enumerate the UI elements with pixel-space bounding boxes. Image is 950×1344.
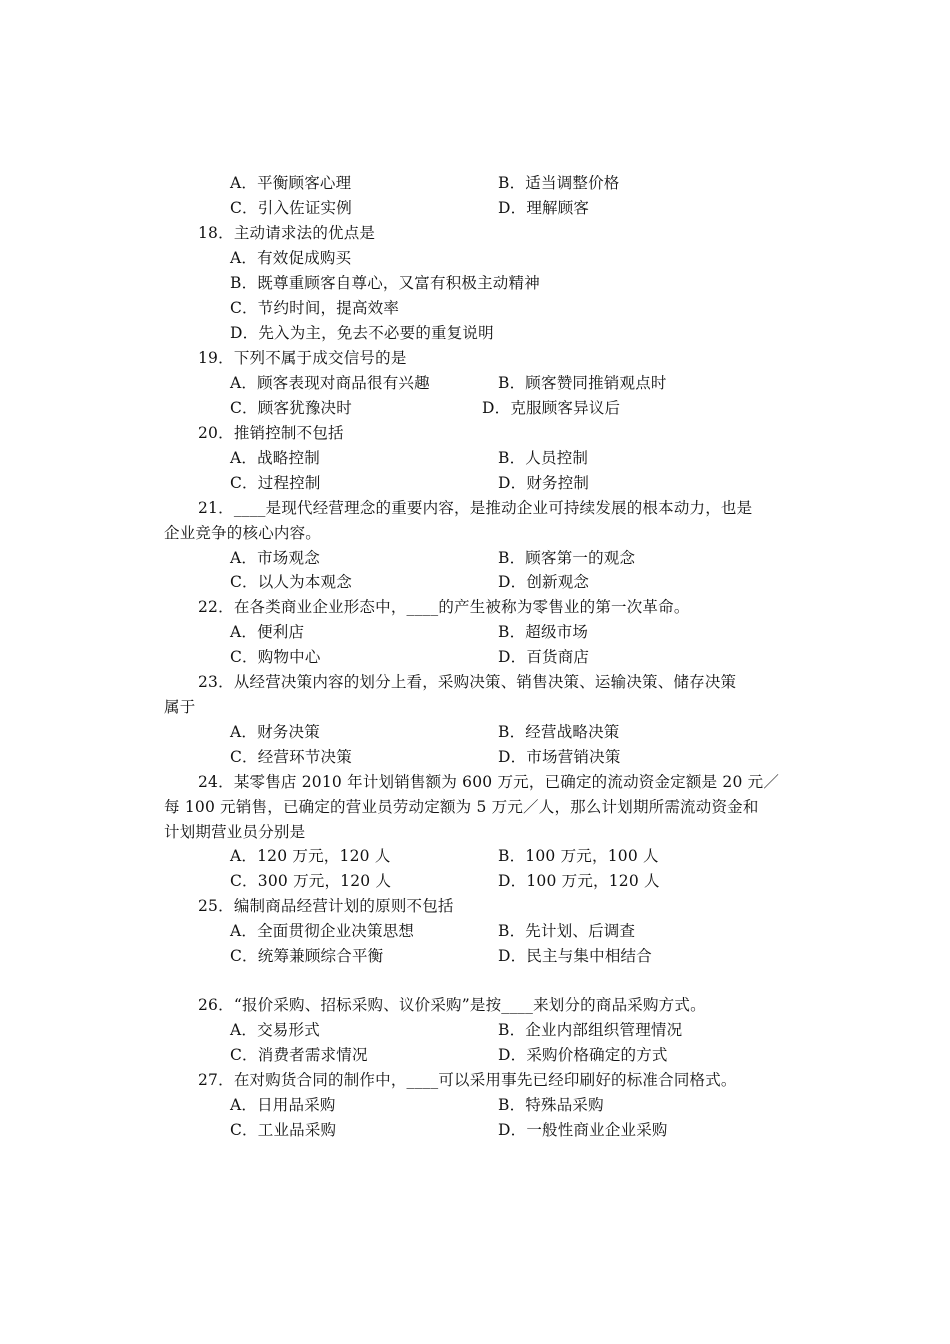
q24-stem-line3: 计划期营业员分别是	[164, 823, 306, 841]
q21-option-a: A．市场观念	[230, 549, 320, 567]
q26-option-c: C．消费者需求情况	[230, 1046, 368, 1064]
q27-option-d: D．一般性商业企业采购	[498, 1121, 668, 1139]
q21-option-b: B．顾客第一的观念	[498, 549, 636, 567]
q22-option-b: B．超级市场	[498, 623, 589, 641]
q25-option-a: A．全面贯彻企业决策思想	[230, 922, 415, 940]
q23-option-d: D．市场营销决策	[498, 748, 621, 766]
q18-option-d: D．先入为主，免去不必要的重复说明	[230, 324, 494, 342]
q18-option-a: A．有效促成购买	[230, 249, 352, 267]
q24-stem-line2: 每 100 元销售，已确定的营业员劳动定额为 5 万元／人，那么计划期所需流动资金和	[164, 798, 759, 816]
q27-option-c: C．工业品采购	[230, 1121, 337, 1139]
q24-option-c: C．300 万元，120 人	[230, 872, 392, 890]
q23-stem-line2: 属于	[164, 698, 196, 716]
q23-stem-line1: 23．从经营决策内容的划分上看，采购决策、销售决策、运输决策、储存决策	[198, 673, 737, 691]
q17-option-c: C．引入佐证实例	[230, 199, 352, 217]
q19-option-a: A．顾客表现对商品很有兴趣	[230, 374, 430, 392]
q19-option-c: C．顾客犹豫决时	[230, 399, 352, 417]
q27-option-b: B．特殊品采购	[498, 1096, 604, 1114]
q26-option-a: A．交易形式	[230, 1021, 320, 1039]
q26-option-d: D．采购价格确定的方式	[498, 1046, 668, 1064]
q20-option-a: A．战略控制	[230, 449, 320, 467]
q18-stem: 18．主动请求法的优点是	[198, 224, 376, 242]
q21-stem-line1: 21．____是现代经营理念的重要内容，是推动企业可持续发展的根本动力，也是	[198, 499, 753, 517]
q17-option-b: B．适当调整价格	[498, 174, 620, 192]
q21-option-c: C．以人为本观念	[230, 573, 352, 591]
q19-option-b: B．顾客赞同推销观点时	[498, 374, 667, 392]
q20-option-c: C．过程控制	[230, 474, 321, 492]
q23-option-c: C．经营环节决策	[230, 748, 352, 766]
q27-stem: 27．在对购货合同的制作中，____可以采用事先已经印刷好的标准合同格式。	[198, 1071, 737, 1089]
q20-option-b: B．人员控制	[498, 449, 589, 467]
q25-option-c: C．统筹兼顾综合平衡	[230, 947, 384, 965]
q22-option-c: C．购物中心	[230, 648, 321, 666]
q17-option-d: D．理解顾客	[498, 199, 590, 217]
q24-option-d: D．100 万元，120 人	[498, 872, 660, 890]
q21-stem-line2: 企业竞争的核心内容。	[164, 524, 322, 542]
q23-option-b: B．经营战略决策	[498, 723, 620, 741]
q24-option-b: B．100 万元，100 人	[498, 847, 659, 865]
q25-stem: 25．编制商品经营计划的原则不包括	[198, 897, 454, 915]
q25-option-b: B．先计划、后调查	[498, 922, 636, 940]
q19-option-d: D．克服顾客异议后	[482, 399, 621, 417]
q18-option-b: B．既尊重顾客自尊心，又富有积极主动精神	[230, 274, 540, 292]
q27-option-a: A．日用品采购	[230, 1096, 336, 1114]
q25-option-d: D．民主与集中相结合	[498, 947, 652, 965]
q20-option-d: D．财务控制	[498, 474, 590, 492]
q26-option-b: B．企业内部组织管理情况	[498, 1021, 683, 1039]
q21-option-d: D．创新观念	[498, 573, 590, 591]
q19-stem: 19．下列不属于成交信号的是	[198, 349, 407, 367]
q24-option-a: A．120 万元，120 人	[230, 847, 391, 865]
q20-stem: 20．推销控制不包括	[198, 424, 344, 442]
q24-stem-line1: 24．某零售店 2010 年计划销售额为 600 万元，已确定的流动资金定额是 20 元／	[198, 773, 780, 791]
q22-option-a: A．便利店	[230, 623, 305, 641]
q22-stem: 22．在各类商业企业形态中，____的产生被称为零售业的第一次革命。	[198, 598, 690, 616]
q18-option-c: C．节约时间，提高效率	[230, 299, 400, 317]
q23-option-a: A．财务决策	[230, 723, 320, 741]
q22-option-d: D．百货商店	[498, 648, 590, 666]
q26-stem: 26．“报价采购、招标采购、议价采购”是按____来划分的商品采购方式。	[198, 996, 706, 1014]
q17-option-a: A．平衡顾客心理	[230, 174, 352, 192]
